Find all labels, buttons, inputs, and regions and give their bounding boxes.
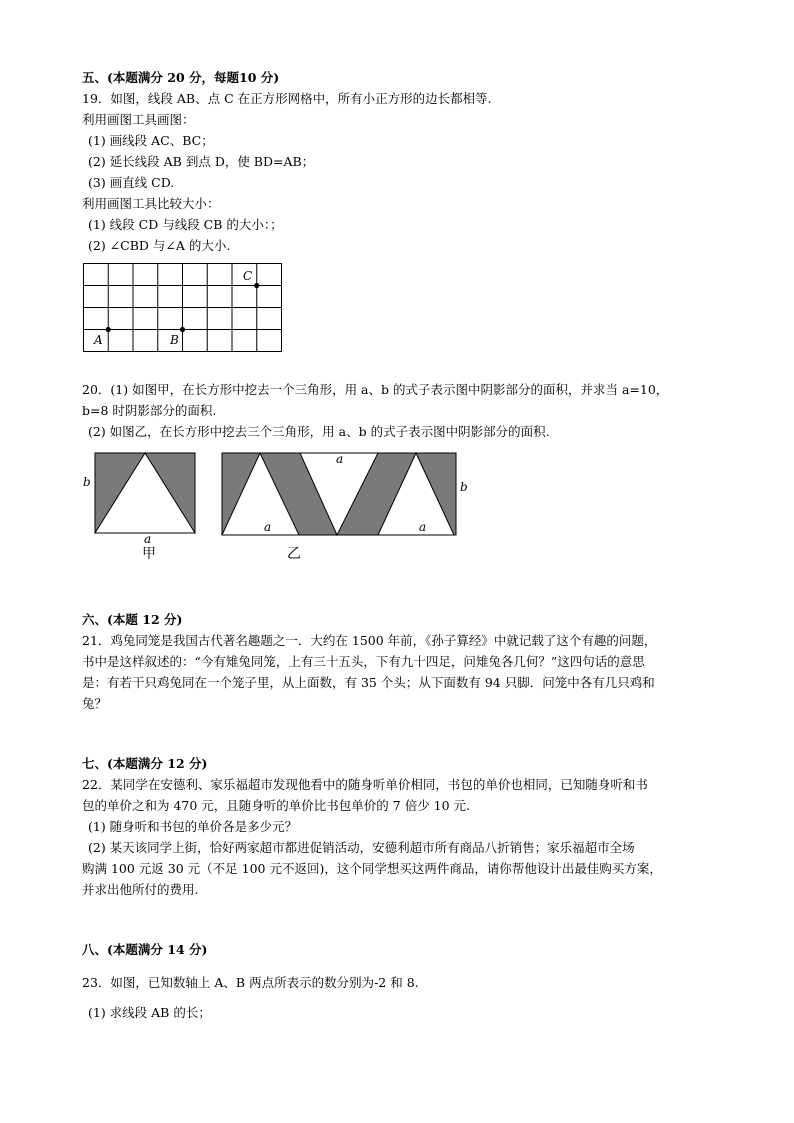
q19-compare-2: (2) ∠CBD 与∠A 的大小.: [88, 238, 231, 253]
q20-line-1: 20．(1) 如图甲，在长方形中挖去一个三角形，用 a、b 的式子表示图中阴影部分的面积，并求当 a=10，: [82, 382, 669, 397]
point-c: [254, 283, 259, 288]
caption-yi: 乙: [287, 546, 301, 562]
point-a: [106, 327, 111, 332]
q19-draw-1: (1) 画线段 AC、BC；: [88, 133, 214, 148]
q19-draw-title: 利用画图工具画图：: [82, 112, 195, 127]
q21-line-3: 是：有若干只鸡兔同在一个笼子里，从上面数，有 35 个头；从下面数有 94 只脚．问笼中各有几只鸡和: [82, 675, 655, 690]
side-b-label: b: [83, 475, 91, 489]
section-7-heading: 七、(本题满分 12 分): [82, 756, 208, 771]
figure-jia: [78, 446, 203, 562]
caption-jia: 甲: [142, 546, 156, 562]
q19-intro: 19．如图，线段 AB、点 C 在正方形网格中，所有小正方形的边长都相等.: [82, 91, 492, 106]
q20-line-2: b=8 时阴影部分的面积.: [82, 403, 217, 418]
base-a-label-right: a: [419, 520, 427, 534]
q19-draw-3: (3) 画直线 CD.: [88, 175, 175, 190]
base-a-label-left: a: [264, 520, 272, 534]
base-a-label: a: [144, 532, 152, 546]
q23-line-1: 23．如图，已知数轴上 A、B 两点所表示的数分别为-2 和 8.: [82, 975, 419, 990]
q19-compare-1: (1) 线段 CD 与线段 CB 的大小：；: [88, 217, 283, 232]
q19-compare-title: 利用画图工具比较大小：: [82, 196, 220, 211]
q22-line-1: 22．某同学在安德利、家乐福超市发现他看中的随身听单价相同，书包的单价也相同，已知随身听和书: [82, 777, 648, 792]
q21-line-2: 书中是这样叙述的：“今有雉兔同笼，上有三十五头，下有九十四足，问雉兔各几何？”这四句话的意思: [82, 654, 645, 669]
q21-line-4: 兔？: [82, 696, 108, 711]
top-a-label: a: [336, 452, 344, 466]
section-6-heading: 六、(本题 12 分): [82, 612, 183, 627]
q22-line-5: 购满 100 元返 30 元（不足 100 元不返回)，这个同学想买这两件商品，请你帮他设计出最佳购买方案，: [82, 861, 662, 876]
q22-line-3: (1) 随身听和书包的单价各是多少元？: [88, 819, 298, 834]
section-8-heading: 八、(本题满分 14 分): [82, 942, 208, 957]
q21-line-1: 21．鸡兔同笼是我国古代著名趣题之一．大约在 1500 年前，《孙子算经》中就记载了这个有趣的问题，: [82, 633, 657, 648]
label-c: C: [243, 269, 253, 283]
point-b: [180, 327, 185, 332]
label-a: A: [94, 333, 103, 347]
q22-line-2: 包的单价之和为 470 元，且随身听的单价比书包单价的 7 倍少 10 元.: [82, 798, 471, 813]
q22-line-6: 并求出他所付的费用.: [82, 882, 199, 897]
q19-draw-2: (2) 延长线段 AB 到点 D，使 BD=AB；: [88, 154, 315, 169]
q23-line-2: (1) 求线段 AB 的长；: [88, 1005, 211, 1020]
label-b: B: [170, 333, 179, 347]
section-5-heading: 五、(本题满分 20 分，每题10 分): [82, 70, 280, 85]
square-grid-figure: [80, 260, 285, 356]
side-b-label: b: [460, 480, 468, 494]
q22-line-4: (2) 某天该同学上街，恰好两家超市都进促销活动，安德利超市所有商品八折销售；家乐福超市全场: [88, 840, 635, 855]
figure-yi: [215, 446, 475, 564]
q20-line-3: (2) 如图乙，在长方形中挖去三个三角形，用 a、b 的式子表示图中阴影部分的面积.: [88, 424, 550, 439]
